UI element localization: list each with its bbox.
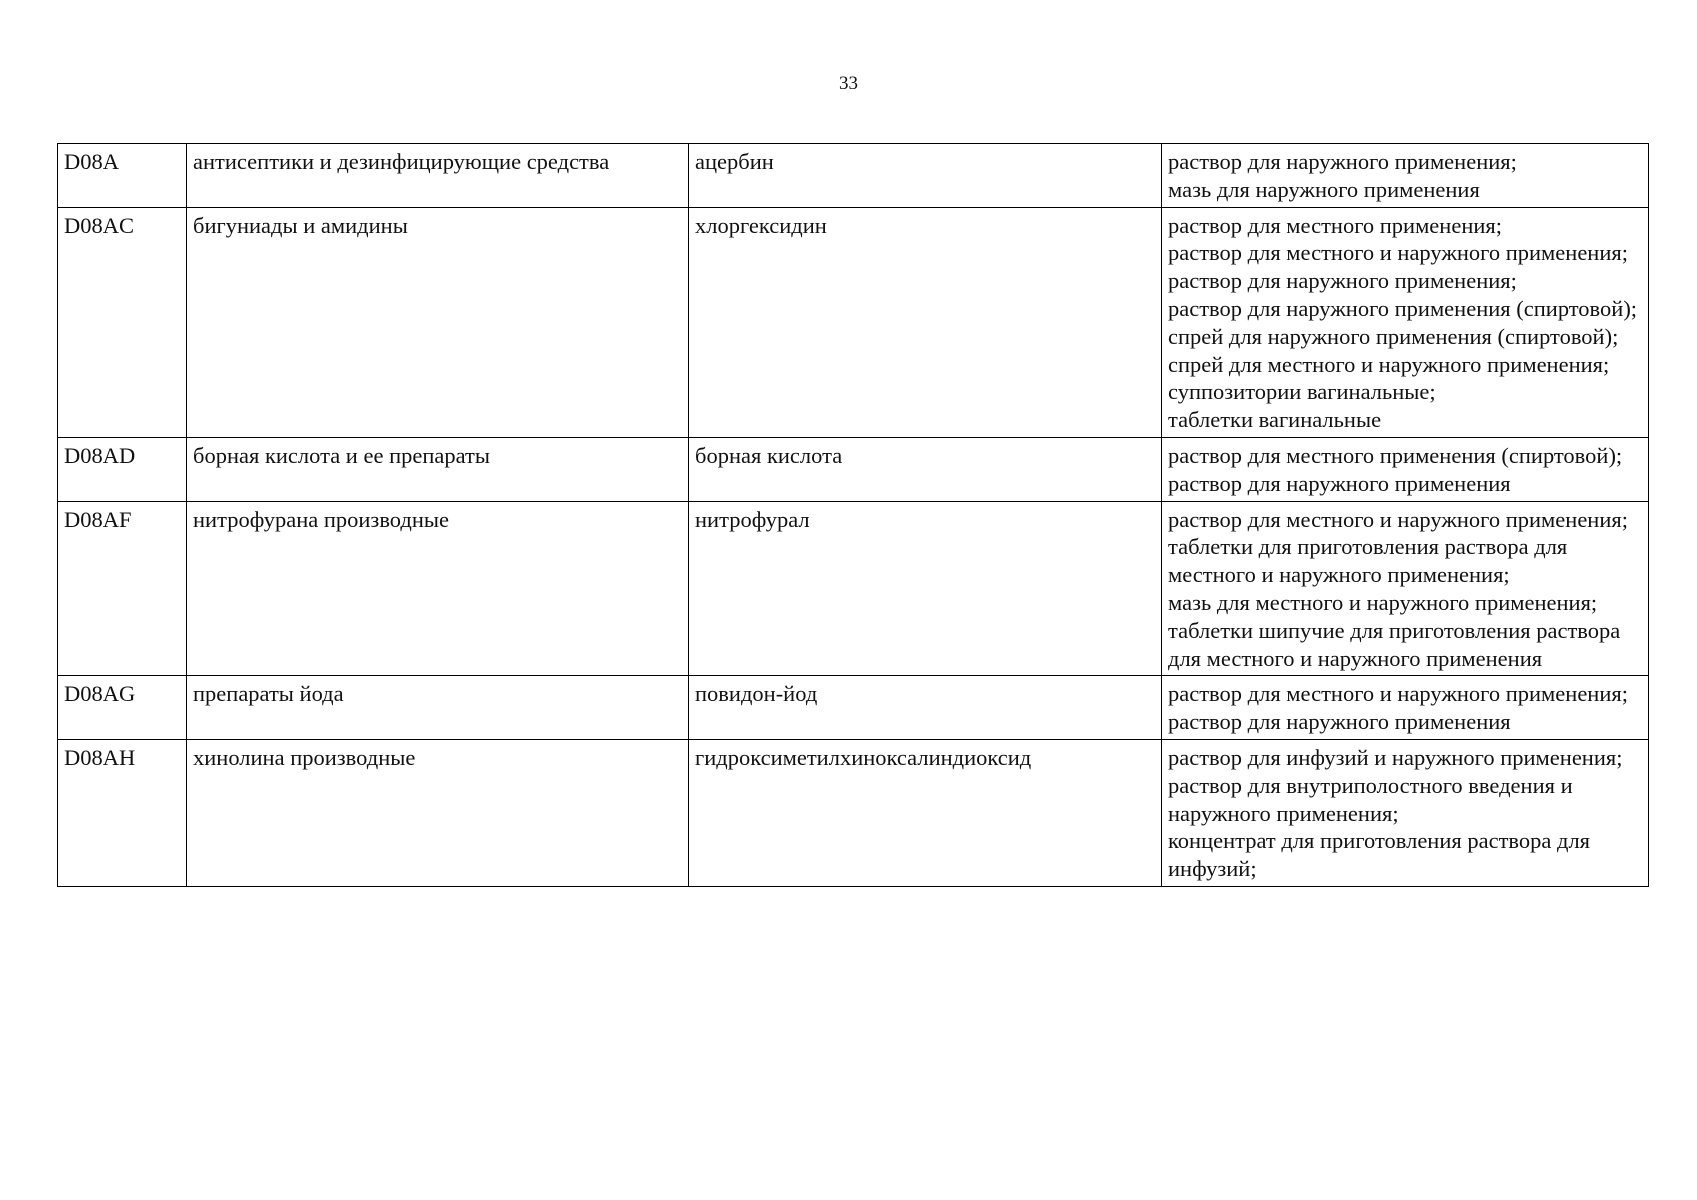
dosage-form: мазь для местного и наружного применения; <box>1168 589 1598 615</box>
dosage-form: раствор для инфузий и наружного применения; <box>1168 744 1623 770</box>
drug-name-cell: ацербин <box>689 144 1162 208</box>
dosage-forms-cell <box>1162 437 1649 501</box>
dosage-form: раствор для местного и наружного применения; <box>1168 506 1628 532</box>
dosage-form: раствор для внутриполостного введения и наружного применения; <box>1168 772 1573 826</box>
dosage-form: концентрат для приготовления раствора для инфузий; <box>1168 828 1591 882</box>
dosage-form: спрей для наружного применения (спиртовой); <box>1168 323 1619 349</box>
drug-name-cell: гидроксиметилхиноксалиндиоксид <box>689 739 1162 886</box>
pharmacological-group-cell: борная кислота и ее препараты <box>187 437 689 501</box>
atc-code-cell: D08AG <box>58 676 187 740</box>
dosage-form: суппозитории вагинальные; <box>1168 379 1436 405</box>
dosage-form: мазь для наружного применения <box>1168 176 1480 202</box>
table-row <box>58 739 1649 886</box>
drug-name-cell: повидон-йод <box>689 676 1162 740</box>
dosage-form: раствор для местного и наружного применения; <box>1168 681 1628 707</box>
pharmacological-group-cell: антисептики и дезинфицирующие средства <box>187 144 689 208</box>
dosage-form: раствор для наружного применения; <box>1168 268 1517 294</box>
dosage-form: раствор для местного применения; <box>1168 212 1503 238</box>
dosage-forms-cell <box>1162 739 1649 886</box>
dosage-form: раствор для наружного применения <box>1168 709 1511 735</box>
drug-table-body <box>58 144 1649 887</box>
table-row <box>58 501 1649 676</box>
dosage-forms-cell <box>1162 676 1649 740</box>
table-row <box>58 676 1649 740</box>
pharmacological-group-cell: бигуниады и амидины <box>187 207 689 437</box>
dosage-form: раствор для наружного применения; <box>1168 149 1517 174</box>
table-row <box>58 144 1649 208</box>
pharmacological-group-cell: препараты йода <box>187 676 689 740</box>
drug-name-cell: борная кислота <box>689 437 1162 501</box>
dosage-form: таблетки для приготовления раствора для местного и наружного применения; <box>1168 534 1568 588</box>
atc-code-cell: D08AD <box>58 437 187 501</box>
dosage-form: раствор для местного применения (спиртовой); <box>1168 442 1623 468</box>
drug-table <box>57 143 1649 887</box>
drug-name-cell: нитрофурал <box>689 501 1162 676</box>
drug-name-cell: хлоргексидин <box>689 207 1162 437</box>
atc-code-cell: D08AH <box>58 739 187 886</box>
page-number: 33 <box>839 73 858 94</box>
table-row <box>58 207 1649 437</box>
dosage-forms-cell <box>1162 207 1649 437</box>
dosage-form: раствор для местного и наружного применения; <box>1168 240 1628 266</box>
dosage-forms-cell <box>1162 501 1649 676</box>
table-row <box>58 437 1649 501</box>
atc-code-cell: D08AC <box>58 207 187 437</box>
atc-code-cell: D08A <box>58 144 187 208</box>
dosage-forms-cell <box>1162 144 1649 208</box>
pharmacological-group-cell: нитрофурана производные <box>187 501 689 676</box>
dosage-form: спрей для местного и наружного применения; <box>1168 351 1610 377</box>
dosage-form: раствор для наружного применения (спиртовой); <box>1168 295 1638 321</box>
dosage-form: таблетки вагинальные <box>1168 407 1382 433</box>
pharmacological-group-cell: хинолина производные <box>187 739 689 886</box>
atc-code-cell: D08AF <box>58 501 187 676</box>
dosage-form: таблетки шипучие для приготовления раствора для местного и наружного применения <box>1168 617 1621 671</box>
dosage-form: раствор для наружного применения <box>1168 470 1511 496</box>
